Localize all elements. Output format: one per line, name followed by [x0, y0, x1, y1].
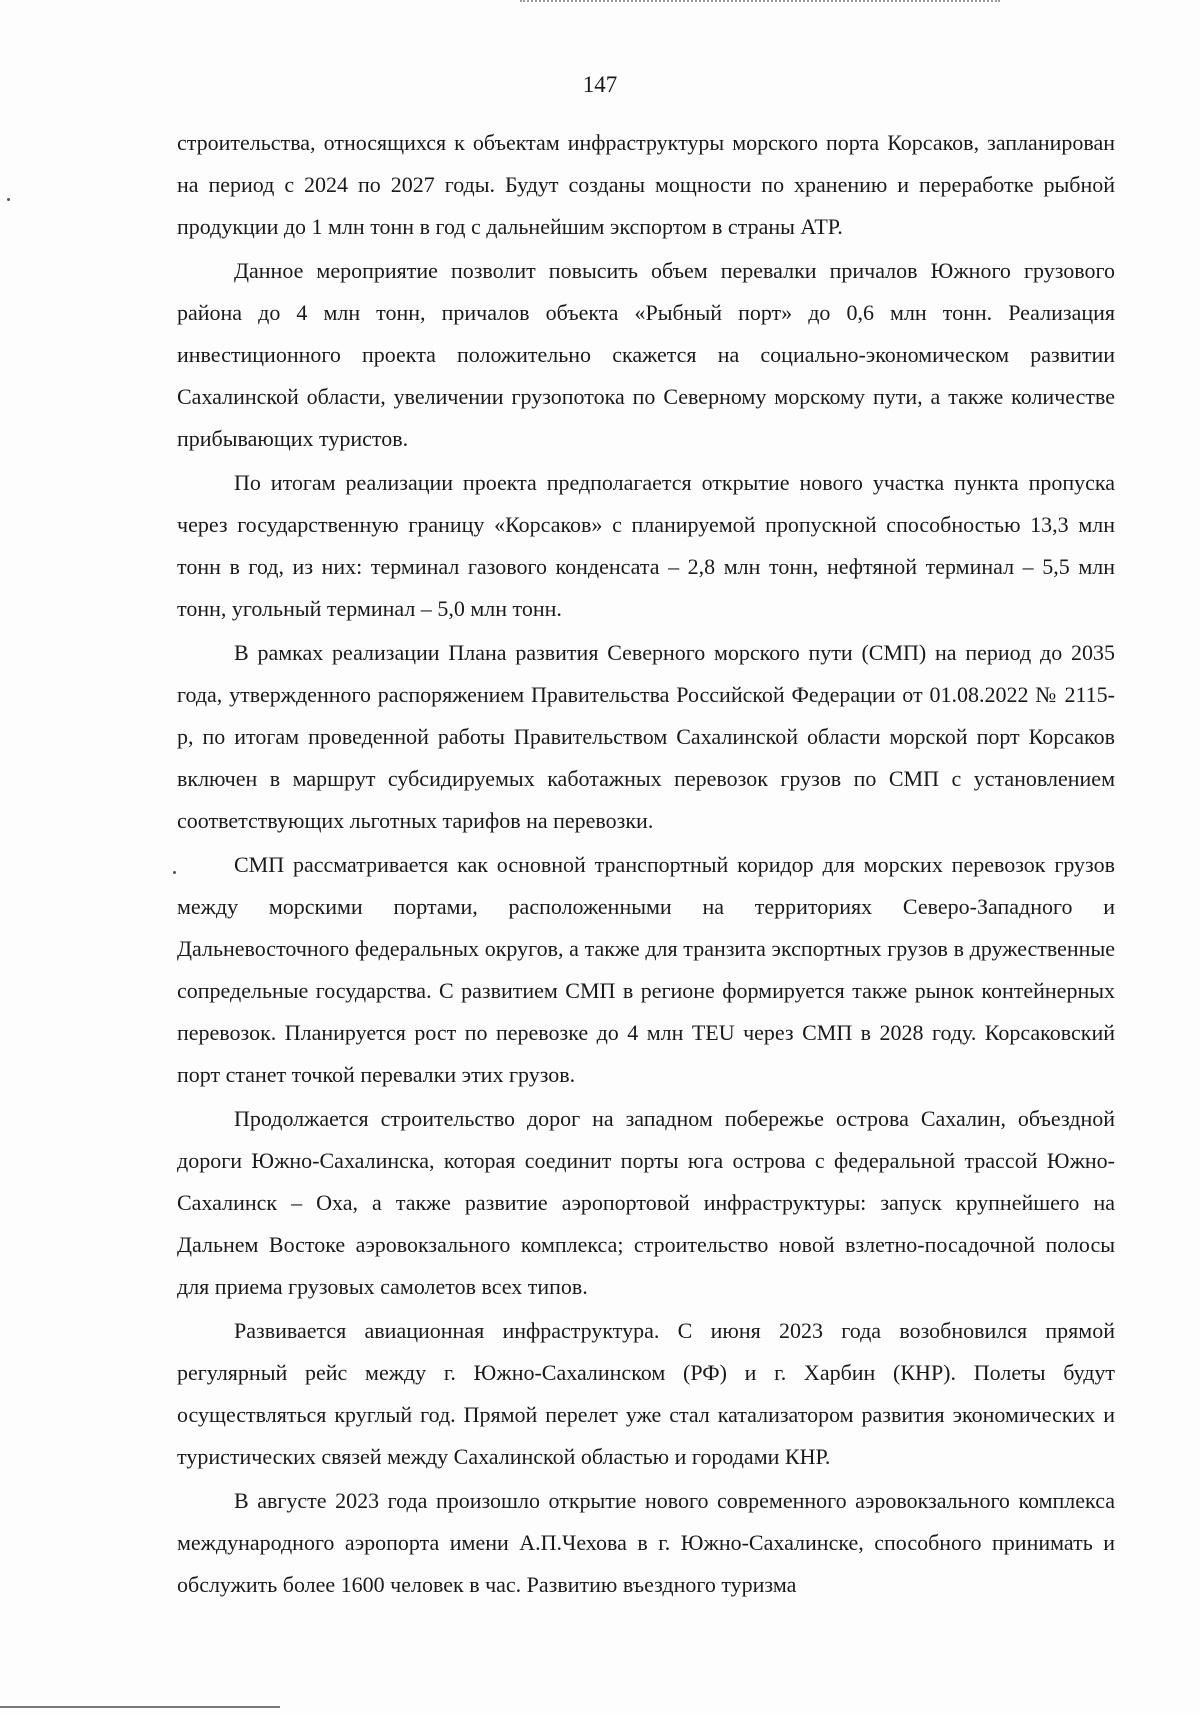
paragraph: СМП рассматривается как основной транспортный коридор для морских перевозок грузов между морскими портами, расположенными на территориях Северо-Западного и Дальневосточного федеральных округов, а также для транзита экспортных грузов в дружественные сопредельные государства. С развитием СМП в регионе формируется также рынок контейнерных перевозок. Планируется рост по перевозке до 4 млн TEU через СМП в 2028 году. Корсаковский порт станет точкой перевалки этих грузов.: [177, 852, 1115, 1087]
scan-speck: [7, 198, 10, 201]
document-body: [177, 122, 1115, 1608]
paragraph-continued: строительства, относящихся к объектам инфраструктуры морского порта Корсаков, запланирован на период с 2024 по 2027 годы. Будут созданы мощности по хранению и переработке рыбной продукции до 1 млн тонн в год с дальнейшим экспортом в страны АТР.: [177, 130, 1115, 239]
scan-artifact-top: [520, 0, 1000, 5]
scan-speck: [173, 871, 176, 874]
paragraph: Развивается авиационная инфраструктура. С июня 2023 года возобновился прямой регулярный рейс между г. Южно-Сахалинском (РФ) и г. Харбин (КНР). Полеты будут осуществляться круглый год. Прямой перелет уже стал катализатором развития экономических и туристических связей между Сахалинской областью и городами КНР.: [177, 1318, 1115, 1469]
paragraph: По итогам реализации проекта предполагается открытие нового участка пункта пропуска через государственную границу «Корсаков» с планируемой пропускной способностью 13,3 млн тонн в год, из них: терминал газового конденсата – 2,8 млн тонн, нефтяной терминал – 5,5 млн тонн, угольный терминал – 5,0 млн тонн.: [177, 470, 1115, 621]
paragraph: В рамках реализации Плана развития Северного морского пути (СМП) на период до 2035 года, утвержденного распоряжением Правительства Российской Федерации от 01.08.2022 № 2115-р, по итогам проведенной работы Правительством Сахалинской области морской порт Корсаков включен в маршрут субсидируемых каботажных перевозок грузов по СМП с установлением соответствующих льготных тарифов на перевозки.: [177, 640, 1115, 833]
paragraph: Продолжается строительство дорог на западном побережье острова Сахалин, объездной дороги Южно-Сахалинска, которая соединит порты юга острова с федеральной трассой Южно-Сахалинск – Оха, а также развитие аэропортовой инфраструктуры: запуск крупнейшего на Дальнем Востоке аэровокзального комплекса; строительство новой взлетно-посадочной полосы для приема грузовых самолетов всех типов.: [177, 1106, 1115, 1299]
page-number: 147: [582, 72, 618, 97]
scan-artifact-bottom: [0, 1706, 280, 1708]
paragraph: В августе 2023 года произошло открытие нового современного аэровокзального комплекса международного аэропорта имени А.П.Чехова в г. Южно-Сахалинске, способного принимать и обслужить более 1600 человек в час. Развитию въездного туризма: [177, 1488, 1115, 1597]
paragraph: Данное мероприятие позволит повысить объем перевалки причалов Южного грузового района до 4 млн тонн, причалов объекта «Рыбный порт» до 0,6 млн тонн. Реализация инвестиционного проекта положительно скажется на социально-экономическом развитии Сахалинской области, увеличении грузопотока по Северному морскому пути, а также количестве прибывающих туристов.: [177, 258, 1115, 451]
